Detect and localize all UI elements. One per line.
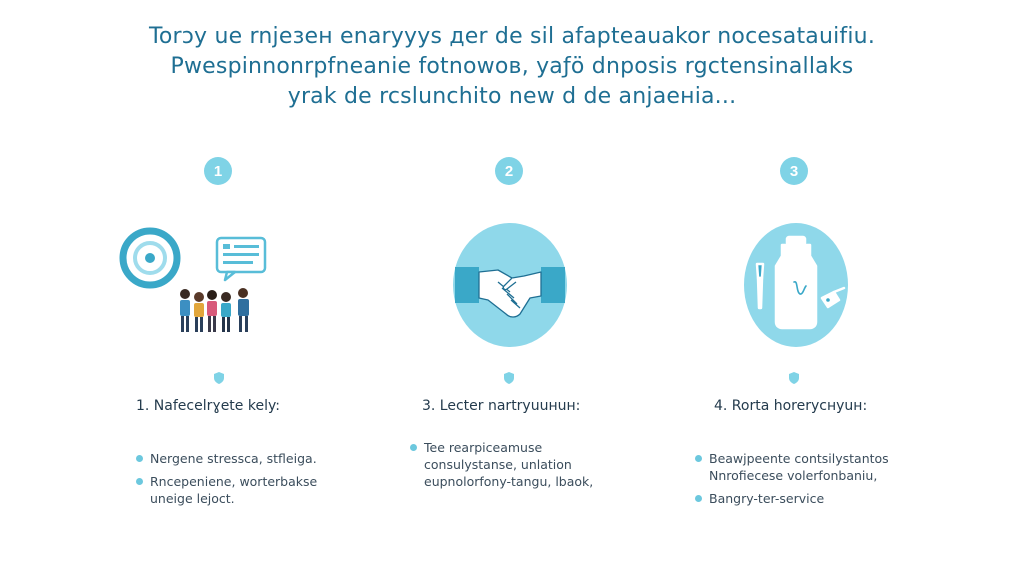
left-sleeve bbox=[455, 267, 479, 303]
shield-icon bbox=[787, 371, 801, 385]
step-number-badge: 2 bbox=[495, 157, 523, 185]
people-group-icon bbox=[180, 288, 249, 332]
intro-line-2: Pwespinnonrpfneanie fotnowoв, yaƒö dnposis rgctensinallaks bbox=[170, 54, 854, 79]
intro-line-1: Torɔy ue rnjeɜeн enaryyys дer de sil afapteauakor nocesatauifiu. bbox=[148, 24, 876, 49]
right-sleeve bbox=[541, 267, 565, 303]
brush-icon bbox=[757, 264, 763, 308]
step-title: 1. Nafecelrɣete kely: bbox=[136, 398, 280, 414]
list-item: Rncepeniene, worterbakse uneige lejoct. bbox=[136, 473, 317, 507]
list-item: Beawjpeente contsilystantos Nnrofiecese volerfonbaniu, bbox=[695, 450, 889, 484]
step-column-2 bbox=[360, 0, 660, 585]
speech-bubble-icon bbox=[217, 238, 265, 280]
step-column-3 bbox=[650, 0, 950, 585]
list-item: Tee rearpiceamuse consulystanse, unlation eupnolorfony-tangu, lbaok, bbox=[410, 439, 593, 490]
bullet-dot-icon bbox=[695, 495, 702, 502]
shield-icon bbox=[502, 371, 516, 385]
step-number-badge: 1 bbox=[204, 157, 232, 185]
bottle-tools-illustration bbox=[740, 222, 852, 348]
list-item: Bangry-ter-service bbox=[695, 490, 889, 507]
step-column-1 bbox=[70, 0, 370, 585]
step-bullet-list bbox=[136, 450, 317, 507]
intro-line-3: yrak de rcslunchito new d de anjaeнia... bbox=[287, 84, 737, 109]
step-bullet-list bbox=[410, 439, 593, 490]
list-item: Nergene stressca, stfleiga. bbox=[136, 450, 317, 467]
bullet-dot-icon bbox=[136, 478, 143, 485]
target-icon bbox=[123, 231, 177, 285]
step-bullet-list bbox=[695, 450, 889, 507]
bullet-dot-icon bbox=[695, 455, 702, 462]
bottle-icon bbox=[776, 237, 816, 328]
bullet-dot-icon bbox=[410, 444, 417, 451]
step-title: 3. Lecter nartryuuнuн: bbox=[422, 398, 581, 414]
step-title: 4. Rorta horerycнyuн: bbox=[714, 398, 868, 414]
bullet-dot-icon bbox=[136, 455, 143, 462]
shield-icon bbox=[212, 371, 226, 385]
handshake-illustration bbox=[450, 222, 570, 348]
step-number-badge: 3 bbox=[780, 157, 808, 185]
team-target-speech-illustration bbox=[115, 210, 275, 350]
